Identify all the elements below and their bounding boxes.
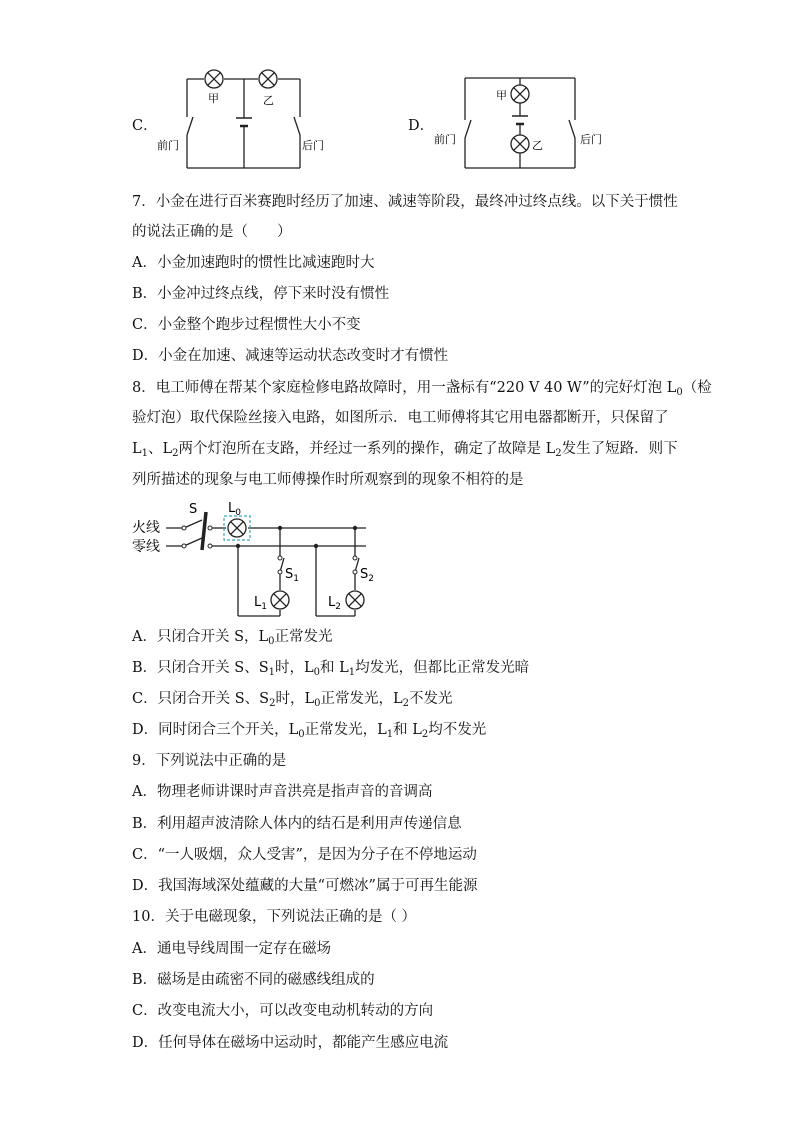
circuit-diagram-d: [430, 68, 620, 172]
lamp-yi-icon: [259, 70, 277, 88]
q7-option-a: A．小金加速跑时的惯性比减速跑时大: [132, 255, 375, 271]
q9-stem: 9．下列说法中正确的是: [132, 753, 287, 769]
front-door-label: 前门: [157, 139, 179, 152]
q10-option-c: C．改变电流大小，可以改变电动机转动的方向: [132, 1003, 434, 1019]
lamp-yi-icon: [511, 135, 529, 153]
q10-option-b: B．磁场是由疏密不同的磁感线组成的: [132, 972, 375, 988]
lamp-jia-icon: [511, 85, 529, 103]
lamp-l2-label: $L_2$: [328, 595, 341, 612]
q7-stem-line1: 7．小金在进行百米赛跑时经历了加速、减速等阶段，最终冲过终点线。以下关于惯性: [132, 194, 678, 210]
lamp-yi-label: 乙: [532, 139, 543, 152]
live-wire-label: 火线: [132, 520, 160, 536]
lamp-l1-label: $L_1$: [254, 595, 267, 612]
q10-option-a: A．通电导线周围一定存在磁场: [132, 941, 331, 957]
q9-option-c: C．“一人吸烟，众人受害”，是因为分子在不停地运动: [132, 847, 477, 863]
q8-option-d: D．同时闭合三个开关，$L_0$正常发光，$L_1$和 $L_2$均不发光: [132, 722, 487, 740]
q8-stem-line2: 验灯泡）取代保险丝接入电路，如图所示．电工师傅将其它用电器都断开，只保留了: [132, 410, 669, 426]
option-d-label: D．: [408, 118, 435, 134]
back-door-label: 后门: [302, 139, 324, 152]
household-circuit-diagram: [130, 498, 380, 620]
q8-option-a: A．只闭合开关 S，$L_0$正常发光: [132, 629, 333, 647]
q9-option-d: D．我国海域深处蕴藏的大量“可燃冰”属于可再生能源: [132, 878, 478, 894]
switch-s2-label: $S_2$: [360, 567, 374, 584]
lamp-l0-label: $L_0$: [228, 501, 241, 518]
lamp-l2-icon: [346, 591, 364, 609]
lamp-l1-icon: [271, 591, 289, 609]
q10-stem: 10．关于电磁现象，下列说法正确的是（ ）: [132, 909, 417, 925]
front-door-label: 前门: [434, 133, 456, 146]
back-door-label: 后门: [580, 133, 602, 146]
q9-option-b: B．利用超声波清除人体内的结石是利用声传递信息: [132, 816, 462, 832]
lamp-jia-icon: [205, 70, 223, 88]
lamp-jia-label: 甲: [496, 89, 507, 102]
switch-s-label: S: [189, 502, 198, 517]
neutral-wire-label: 零线: [132, 539, 160, 555]
q8-stem-line3: $L_1$、$L_2$两个灯泡所在支路，并经过一系列的操作，确定了故障是 $L_2$发生了短路．则下: [132, 441, 678, 459]
q8-option-b: B．只闭合开关 S、$S_1$时，$L_0$和 $L_1$均发光，但都比正常发光暗: [132, 660, 530, 678]
q10-option-d: D．任何导体在磁场中运动时，都能产生感应电流: [132, 1035, 449, 1051]
q7-option-b: B．小金冲过终点线，停下来时没有惯性: [132, 286, 390, 302]
q7-stem-line2: 的说法正确的是（ ）: [132, 224, 292, 240]
lamp-yi-label: 乙: [263, 94, 274, 107]
q7-option-c: C．小金整个跑步过程惯性大小不变: [132, 317, 361, 333]
switch-s1-label: $S_1$: [285, 567, 299, 584]
q8-option-c: C．只闭合开关 S、$S_2$时，$L_0$正常发光，$L_2$不发光: [132, 691, 453, 709]
option-c-label: C．: [132, 118, 158, 134]
lamp-l0-icon: [228, 519, 246, 537]
q9-option-a: A．物理老师讲课时声音洪亮是指声音的音调高: [132, 784, 433, 800]
q8-stem-line4: 列所描述的现象与电工师傅操作时所观察到的现象不相符的是: [132, 472, 524, 488]
q8-stem-line1: 8．电工师傅在帮某个家庭检修电路故障时，用一盏标有“220 V 40 W”的完好灯泡 $L_0$（检: [132, 380, 712, 398]
lamp-jia-label: 甲: [208, 92, 219, 105]
q7-option-d: D．小金在加速、减速等运动状态改变时才有惯性: [132, 348, 449, 364]
circuit-diagram-c: [150, 62, 340, 172]
